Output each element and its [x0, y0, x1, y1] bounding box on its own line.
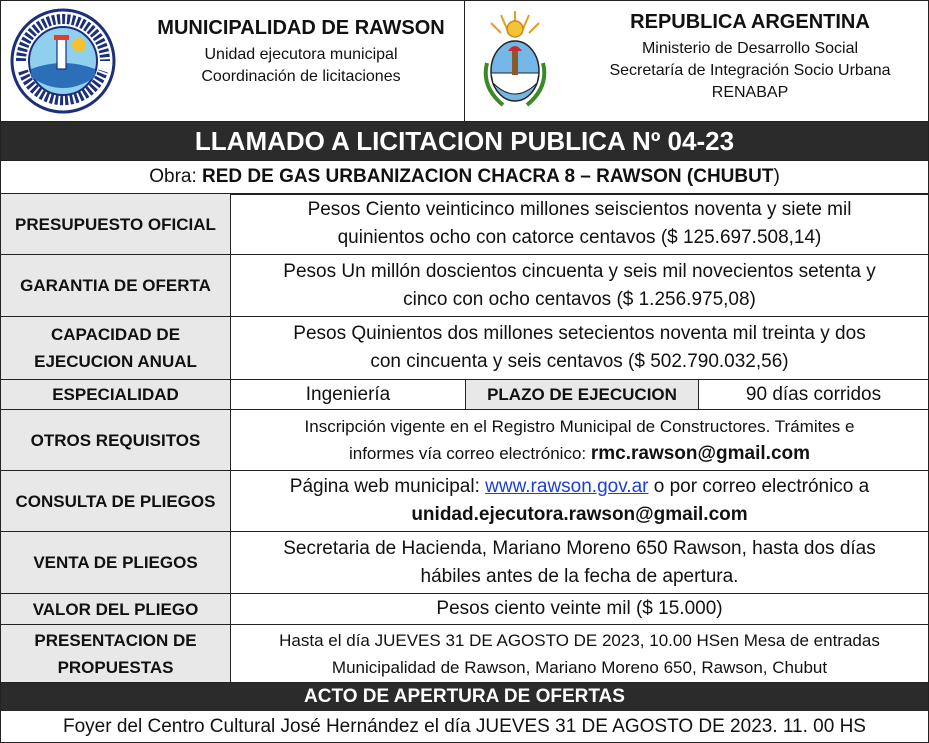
budget-label: PRESUPUESTO OFICIAL: [1, 194, 231, 254]
sale-line1: Secretaria de Hacienda, Mariano Moreno 650 Rawson, hasta dos días: [283, 537, 876, 559]
other-requirements-line2: informes vía correo electrónico:: [348, 444, 591, 463]
other-requirements-label: OTROS REQUISITOS: [1, 410, 231, 470]
header-left: [1, 1, 464, 121]
row-guarantee: [1, 255, 928, 317]
header-right: [465, 1, 928, 121]
capacity-label-line1: CAPACIDAD DE: [50, 325, 181, 344]
row-submission: [1, 625, 928, 683]
submission-line2: Municipalidad de Rawson, Mariano Moreno 650, Rawson, Chubut: [331, 657, 828, 677]
capacity-label-line2: EJECUCION ANUAL: [34, 352, 197, 371]
municipal-heading: [141, 1, 461, 86]
consultation-value: [231, 471, 928, 531]
municipal-title: MUNICIPALIDAD DE RAWSON: [157, 17, 445, 39]
other-requirements-value: [231, 410, 928, 470]
price-label: VALOR DEL PLIEGO: [1, 594, 231, 624]
guarantee-line2: cinco con ocho centavos ($ 1.256.975,08): [403, 288, 756, 310]
municipal-coordination: Coordinación de licitaciones: [201, 68, 401, 85]
sale-value: [231, 532, 928, 593]
term-value: 90 días corridos: [745, 384, 882, 405]
row-price: [1, 594, 928, 625]
submission-label: [1, 625, 231, 682]
work-description: [1, 161, 928, 195]
ministry-name: Ministerio de Desarrollo Social: [641, 40, 859, 57]
work-name: RED DE GAS URBANIZACION CHACRA 8 – RAWSON (CHUBUT: [202, 166, 774, 187]
work-prefix: Obra:: [149, 166, 203, 187]
capacity-label: [1, 317, 231, 379]
capacity-line1: Pesos Quinientos dos millones setecientos noventa mil treinta y dos: [293, 323, 866, 344]
submission-label-line1: PRESENTACION DE: [34, 630, 197, 650]
tender-title: LLAMADO A LICITACION PUBLICA Nº 04-23: [1, 122, 928, 161]
submission-value: [231, 625, 928, 682]
term-label: PLAZO DE EJECUCION: [466, 380, 699, 409]
budget-line2: quinientos ocho con catorce centavos ($ 125.697.508,14): [337, 227, 822, 248]
opening-act-title: ACTO DE APERTURA DE OFERTAS: [1, 683, 928, 711]
consultation-prefix: Página web municipal:: [289, 476, 486, 497]
specialty-label: ESPECIALIDAD: [1, 380, 231, 409]
budget-value: [231, 194, 928, 254]
sale-line2: hábiles antes de la fecha de apertura.: [420, 565, 739, 587]
row-specialty: [1, 380, 928, 410]
municipal-seal-icon: [9, 7, 117, 115]
price-value: Pesos ciento veinte mil ($ 15.000): [436, 598, 723, 619]
submission-line1: Hasta el día JUEVES 31 DE AGOSTO DE 2023, 10.00 HSen Mesa de entradas: [279, 630, 880, 650]
opening-act-details: Foyer del Centro Cultural José Hernández el día JUEVES 31 DE AGOSTO DE 2023. 11. 00 HS: [63, 716, 866, 737]
municipal-unit: Unidad ejecutora municipal: [204, 46, 398, 63]
capacity-value: [231, 317, 928, 379]
submission-label-line2: PROPUESTAS: [57, 657, 174, 677]
capacity-line2: con cincuenta y seis centavos ($ 502.790.032,56): [370, 351, 789, 372]
secretariat-name: Secretaría de Integración Socio Urbana: [609, 62, 891, 79]
national-title: REPUBLICA ARGENTINA: [630, 11, 870, 33]
consultation-suffix: o por correo electrónico a: [648, 476, 870, 497]
sale-label: VENTA DE PLIEGOS: [1, 532, 231, 593]
guarantee-value: [231, 255, 928, 316]
specialty-value: Ingeniería: [231, 380, 466, 409]
program-name: RENABAP: [711, 84, 789, 101]
consultation-label: CONSULTA DE PLIEGOS: [1, 471, 231, 531]
budget-line1: Pesos Ciento veinticinco millones seiscientos noventa y siete mil: [307, 199, 852, 220]
executing-unit-email[interactable]: unidad.ejecutora.rawson@gmail.com: [411, 504, 748, 525]
other-requirements-line1: Inscripción vigente en el Registro Municipal de Constructores. Trámites e: [304, 417, 855, 436]
row-consultation: [1, 471, 928, 532]
row-capacity: [1, 317, 928, 380]
row-sale: [1, 532, 928, 594]
row-other-requirements: [1, 410, 928, 471]
guarantee-line1: Pesos Un millón doscientos cincuenta y seis mil novecientos setenta y: [283, 260, 876, 282]
guarantee-label: GARANTIA DE OFERTA: [1, 255, 231, 316]
national-heading: [575, 1, 925, 102]
work-suffix: ): [773, 166, 780, 187]
municipal-website-link[interactable]: www.rawson.gov.ar: [485, 476, 649, 497]
header: [1, 1, 928, 123]
row-budget: [1, 194, 928, 255]
registry-email[interactable]: rmc.rawson@gmail.com: [590, 443, 811, 464]
argentina-coat-of-arms-icon: [477, 7, 553, 115]
